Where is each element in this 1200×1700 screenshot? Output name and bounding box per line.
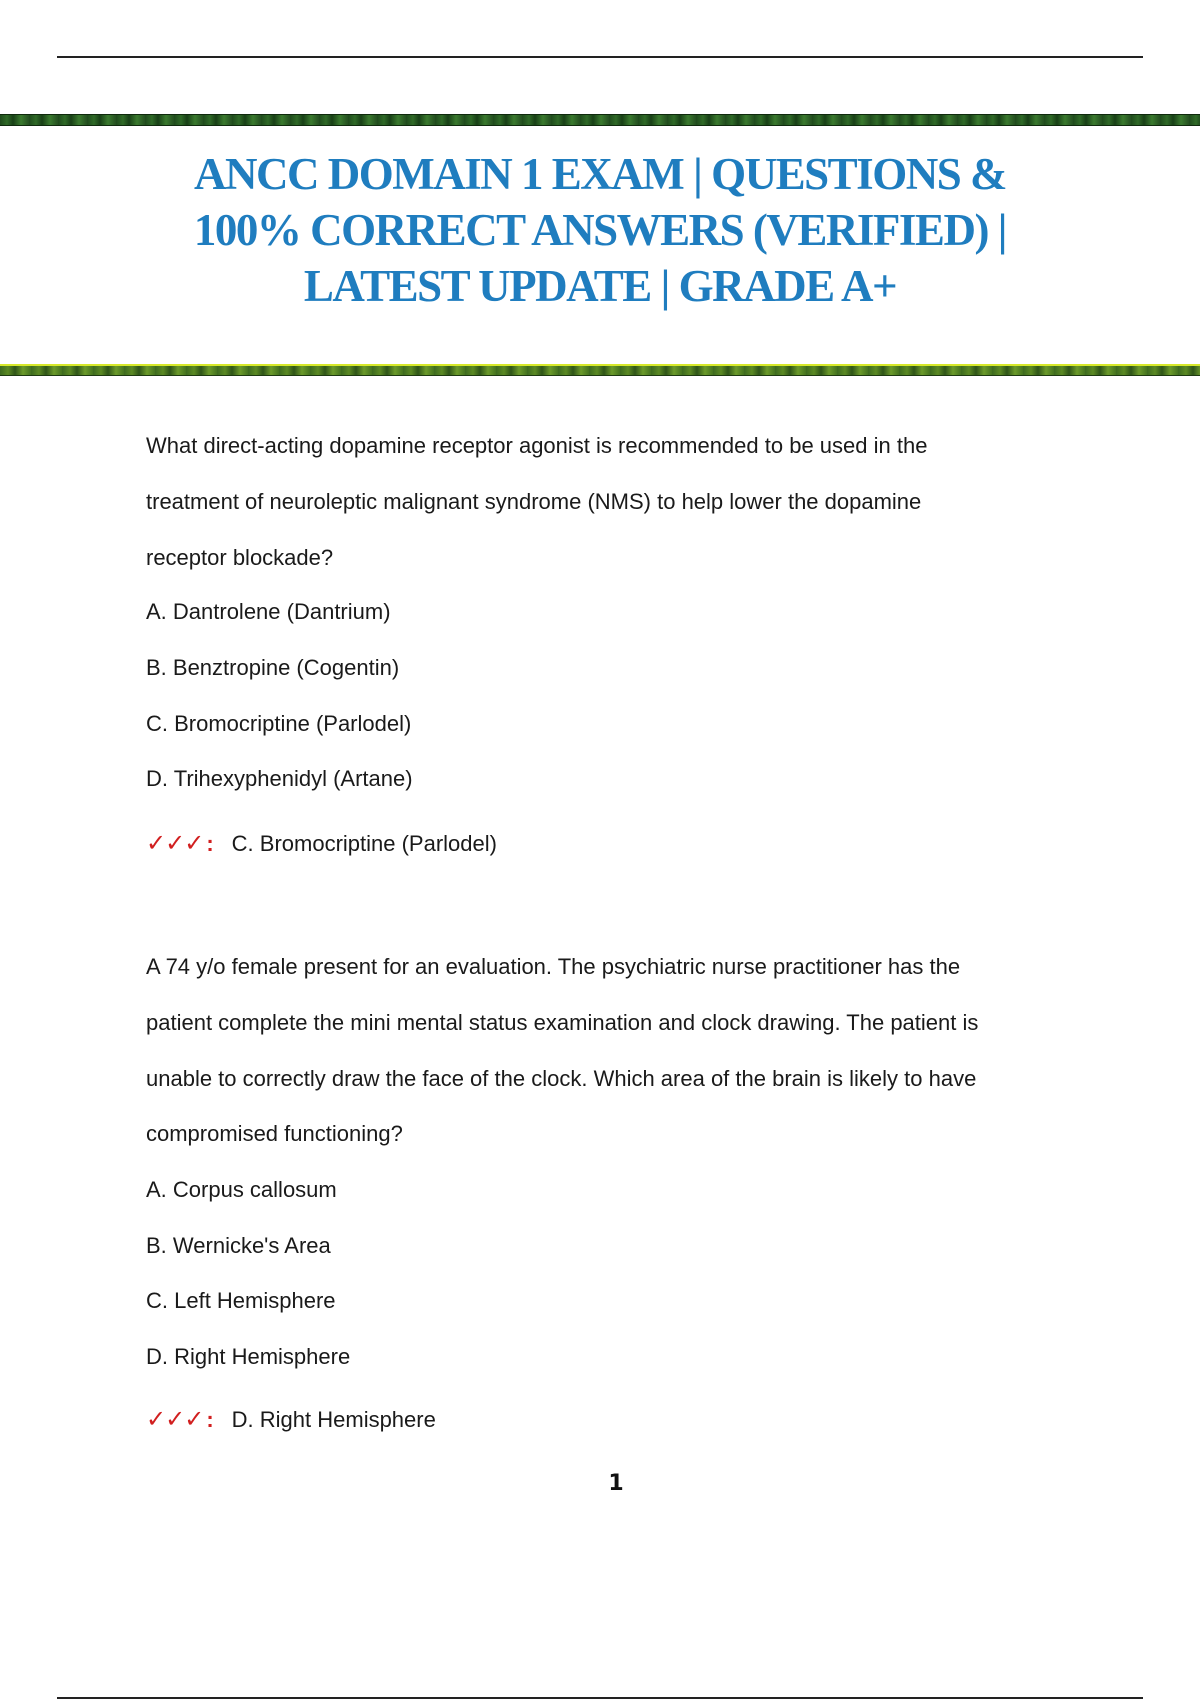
answer-colon: : <box>206 1407 214 1432</box>
option-d: D. Trihexyphenidyl (Artane) <box>146 766 413 791</box>
checkmark-icon: ✓✓✓ <box>146 829 204 857</box>
title-line: ANCC DOMAIN 1 EXAM | QUESTIONS & <box>194 149 1006 199</box>
answer-text: C. Bromocriptine (Parlodel) <box>231 831 497 856</box>
question-text: receptor blockade? <box>146 545 334 570</box>
page-number: 1 <box>608 1471 624 1496</box>
question-text: unable to correctly draw the face of the clock. Which area of the brain is likely to have <box>146 1066 977 1091</box>
checkmark-icon: ✓✓✓ <box>146 1405 204 1433</box>
question-text: compromised functioning? <box>146 1121 403 1146</box>
header-rule <box>57 56 1143 58</box>
answer-text: D. Right Hemisphere <box>231 1407 436 1432</box>
option-b: B. Wernicke's Area <box>146 1233 331 1258</box>
banner-border-bottom <box>0 364 1200 376</box>
document-title <box>120 146 1080 314</box>
option-c: C. Left Hemisphere <box>146 1288 336 1313</box>
option-d: D. Right Hemisphere <box>146 1344 351 1369</box>
option-a: A. Dantrolene (Dantrium) <box>146 599 391 624</box>
correct-answer <box>146 829 497 857</box>
question-text: patient complete the mini mental status examination and clock drawing. The patient is <box>146 1010 979 1035</box>
footer-rule <box>57 1697 1143 1699</box>
option-b: B. Benztropine (Cogentin) <box>146 655 400 680</box>
question-text: A 74 y/o female present for an evaluation. The psychiatric nurse practitioner has the <box>146 954 961 979</box>
banner-border-top <box>0 114 1200 126</box>
title-line: 100% CORRECT ANSWERS (VERIFIED) | <box>193 205 1007 255</box>
answer-colon: : <box>206 831 214 856</box>
correct-answer <box>146 1405 436 1433</box>
question-text: treatment of neuroleptic malignant syndrome (NMS) to help lower the dopamine <box>146 489 922 514</box>
question-text: What direct-acting dopamine receptor agonist is recommended to be used in the <box>146 433 928 458</box>
option-a: A. Corpus callosum <box>146 1177 337 1202</box>
option-c: C. Bromocriptine (Parlodel) <box>146 711 412 736</box>
title-line: LATEST UPDATE | GRADE A+ <box>303 261 897 311</box>
